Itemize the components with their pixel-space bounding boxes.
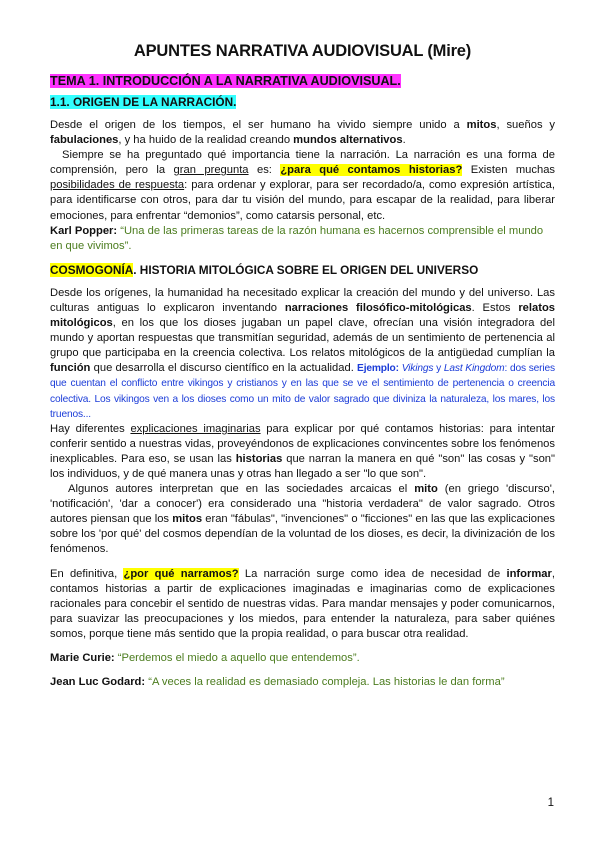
tema-heading-text: TEMA 1. INTRODUCCIÓN A LA NARRATIVA AUDIOVISUAL.	[50, 74, 401, 88]
page-number: 1	[547, 797, 554, 809]
quote-popper	[50, 224, 555, 254]
document-page	[50, 42, 555, 690]
quote-curie: Marie Curie: “Perdemos el miedo a aquello que entendemos”.	[50, 652, 360, 664]
document-title: APUNTES NARRATIVA AUDIOVISUAL (Mire)	[133, 42, 472, 60]
quote-godard: Jean Luc Godard: “A veces la realidad es demasiado compleja. Las historias le dan forma”	[50, 676, 505, 689]
paragraph-mito: Algunos autores interpretan que en las sociedades arcaicas el mito (en griego 'discurso', 'notificación', 'dar a conocer') era considerado una "historia verdadera" de valor sagrado. Otros autores piensan que los mitos eran "fábulas", "invenciones" o "ficciones" en las que las explicaciones sobre los 'por qué' del cosmos dependían de la voluntad de los dioses, es decir, la divinización de los fenómenos.	[50, 483, 556, 556]
paragraph-cosmogonia: Desde los orígenes, la humanidad ha necesitado explicar la creación del mundo y del universo. Las culturas antiguas lo explicaron inventando narraciones filosófico-mitológicas. Estos relatos mitológicos, en los que los dioses jugaban un papel clave, ofrecían una visión integradora del mundo y aportan respuestas que transmitían seguridad, además de un sentimiento de pertenencia al grupo que participaba en la creencia colectiva. Los relatos mitológicos de la antigüedad cumplían la función que desarrolla el discurso científico en la actualidad. Ejemplo: Vikings y Last Kingdom: dos series que cuentan el conflicto entre vikingos y cristianos y en las que se ve el sentimiento de pertenencia o creencia colectiva. Los vikingos ven a los dioses como un mito de valor sagrado que diviniza la naturaleza, los mares, los truenos...	[50, 286, 556, 420]
paragraph-definitiva: En definitiva, ¿por qué narramos? La narración surge como idea de necesidad de informar, contamos historias a partir de explicaciones imaginadas e imaginarias como de explicaciones racionales para concebir el sentido de nuestras vidas. Para mandar mensajes y poder comunicarnos, para suavizar las preocupaciones y los miedos, para entender la naturaleza, para saber quiénes somos, porque tiene más sentido que la propia realidad, o para buscar otra realidad.	[50, 567, 555, 640]
quote-text: “Una de las primeras tareas de la razón humana es hacernos comprensible el mundo en que vivimos”.	[50, 224, 544, 252]
paragraph-intro: Desde el origen de los tiempos, el ser humano ha vivido siempre unido a mitos, sueños y fabulaciones, y ha huido de la realidad creando mundos alternativos.	[50, 119, 556, 147]
quote-author: Karl Popper:	[50, 224, 118, 237]
example-block: Ejemplo: Vikings y Last Kingdom: dos series que cuentan el conflicto entre vikingos y cristianos y en las que se ve el sentimiento de pertenencia o creencia colectiva. Los vikingos ven a los dioses como un mito de valor sagrado que diviniza la naturaleza, los mares, los truenos...	[50, 363, 556, 420]
section-heading-origen-text: 1.1. ORIGEN DE LA NARRACIÓN.	[50, 95, 237, 109]
tema-heading	[50, 73, 555, 89]
section-heading-origen	[50, 95, 555, 110]
paragraph-explicaciones: Hay diferentes explicaciones imaginarias para explicar por qué contamos historias: para intentar conferir sentido a nuestras vidas, proveyéndonos de explicaciones convincentes sobre los fenómenos inexplicables. Para eso, se usan las historias que narran la manera en qué "son" las cosas y "son" los individuos, y de qué manera unas y otras han llegado a ser "lo que son".	[50, 422, 555, 480]
section-heading-cosmogonia: COSMOGONÍA. HISTORIA MITOLÓGICA SOBRE EL ORIGEN DEL UNIVERSO	[50, 262, 479, 277]
paragraph-importancia: Siempre se ha preguntado qué importancia tiene la narración. La narración es una forma de comprensión, pero la gran pregunta es: ¿para qué contamos historias? Existen muchas posibilidades de respuesta: para ordenar y explorar, para ser recordado/a, como expresión artística, para identificarse con otros, para dar tu visión del mundo, para escapar de la realidad, para liberar emociones, para enfrentar “demonios”, como catarsis personal, etc.	[50, 149, 556, 222]
